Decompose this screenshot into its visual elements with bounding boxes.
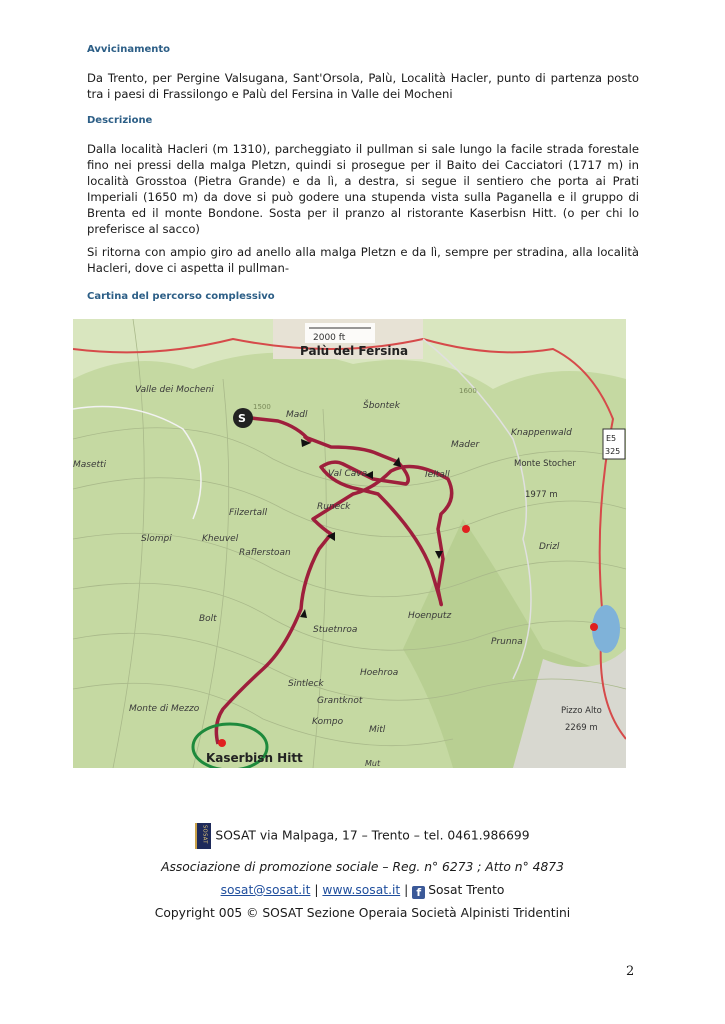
label-valle: Valle dei Mocheni	[135, 385, 214, 395]
label-masetti: Masetti	[73, 460, 107, 470]
description-text-1: Dalla località Hacleri (m 1310), parcheggiato il pullman si sale lungo la facile strada forestale fino nei pressi della malga Pletzn, quindi si prosegue per il Baito dei Cacciatori (1717 m) in località Grosstoa (Pietra Grande) e da lì, a destra, si segue il sentiero che porta ai Prati Imperiali (1650 m) da dove si può godere una stupenda vista sulla Paganella e il gruppo di Brenta ed il monte Bondone. Sosta per il pranzo al ristorante Kaserbisn Hitt. (o per chi lo preferisce al sacco)	[87, 142, 639, 236]
contour-1600: 1600	[459, 387, 477, 395]
road-shield-top: E5	[606, 434, 617, 443]
footer-links	[0, 883, 725, 899]
label-filzertall: Filzertall	[229, 508, 268, 518]
label-mezzo: Monte di Mezzo	[129, 704, 200, 714]
label-pizzo: Pizzo Alto	[561, 706, 602, 716]
poi-marker-2	[590, 623, 598, 631]
scale-label: 2000 ft	[313, 333, 346, 343]
label-grantknot: Grantknot	[317, 696, 363, 706]
label-mut: Mut	[365, 759, 381, 768]
footer-address-line	[0, 823, 725, 849]
label-valcava: Val Cava	[328, 469, 368, 479]
approach-text: Da Trento, per Pergine Valsugana, Sant'Orsola, Palù, Località Hacler, punto di partenza posto tra i paesi di Frassilongo e Palù del Fersina in Valle dei Mocheni	[87, 71, 639, 101]
label-mitl: Mitl	[369, 725, 386, 735]
label-kompo: Kompo	[312, 717, 344, 727]
label-palu: Palù del Fersina	[300, 344, 409, 358]
label-stocher: Monte Stocher	[514, 459, 576, 469]
label-slompi: Slompi	[141, 534, 172, 544]
label-sintleck: Sintleck	[288, 679, 324, 689]
footer-separator-1: |	[314, 883, 319, 897]
label-runeck: Runeck	[317, 502, 351, 512]
label-stuetnroa: Stuetnroa	[313, 625, 358, 635]
description-text-2: Si ritorna con ampio giro ad anello alla malga Pletzn e da lì, sempre per stradina, alla località Hacleri, dove ci aspetta il pullman-	[87, 245, 639, 275]
route-map-svg	[73, 319, 626, 768]
road-shield-bottom: 325	[605, 447, 621, 456]
label-pizzo-alt: 2269 m	[565, 723, 598, 733]
destination-marker	[218, 739, 226, 747]
label-bolt: Bolt	[199, 614, 217, 624]
description-heading: Descrizione	[87, 115, 153, 126]
label-ieltall: Ieltall	[425, 470, 450, 480]
start-marker-label: S	[238, 412, 246, 425]
label-raflerstoan: Raflerstoan	[239, 548, 291, 558]
email-link[interactable]: sosat@sosat.it	[220, 883, 311, 897]
contour-1500: 1500	[253, 403, 271, 411]
label-kaserbisn: Kaserbisn Hitt	[206, 751, 303, 765]
page-number: 2	[626, 964, 635, 979]
facebook-label[interactable]: Sosat Trento	[428, 883, 505, 897]
facebook-icon[interactable]: f	[412, 886, 425, 899]
label-drizl: Drizl	[539, 542, 560, 552]
poi-marker-1	[462, 525, 470, 533]
label-mader: Mader	[451, 440, 480, 450]
route-map	[73, 319, 626, 768]
label-stocher-alt: 1977 m	[525, 490, 558, 500]
approach-heading: Avvicinamento	[87, 44, 171, 55]
footer-separator-2: |	[404, 883, 409, 897]
label-prunna: Prunna	[491, 637, 523, 647]
footer-association: Associazione di promozione sociale – Reg. n° 6273 ; Atto n° 4873	[161, 860, 564, 874]
sosat-logo: SOSAT	[195, 823, 211, 849]
label-madl: Madl	[286, 410, 308, 420]
label-hoenputz: Hoenputz	[408, 611, 452, 621]
footer-address: SOSAT via Malpaga, 17 – Trento – tel. 0461.986699	[215, 828, 530, 843]
label-knappenwald: Knappenwald	[511, 428, 572, 438]
map-heading: Cartina del percorso complessivo	[87, 291, 275, 302]
footer-copyright: Copyright 005 © SOSAT Sezione Operaia Società Alpinisti Tridentini	[154, 906, 571, 920]
label-hoehroa: Hoehroa	[360, 668, 399, 678]
label-sbontek: Šbontek	[363, 401, 400, 411]
website-link[interactable]: www.sosat.it	[322, 883, 401, 897]
label-kheuvel: Kheuvel	[202, 534, 239, 544]
